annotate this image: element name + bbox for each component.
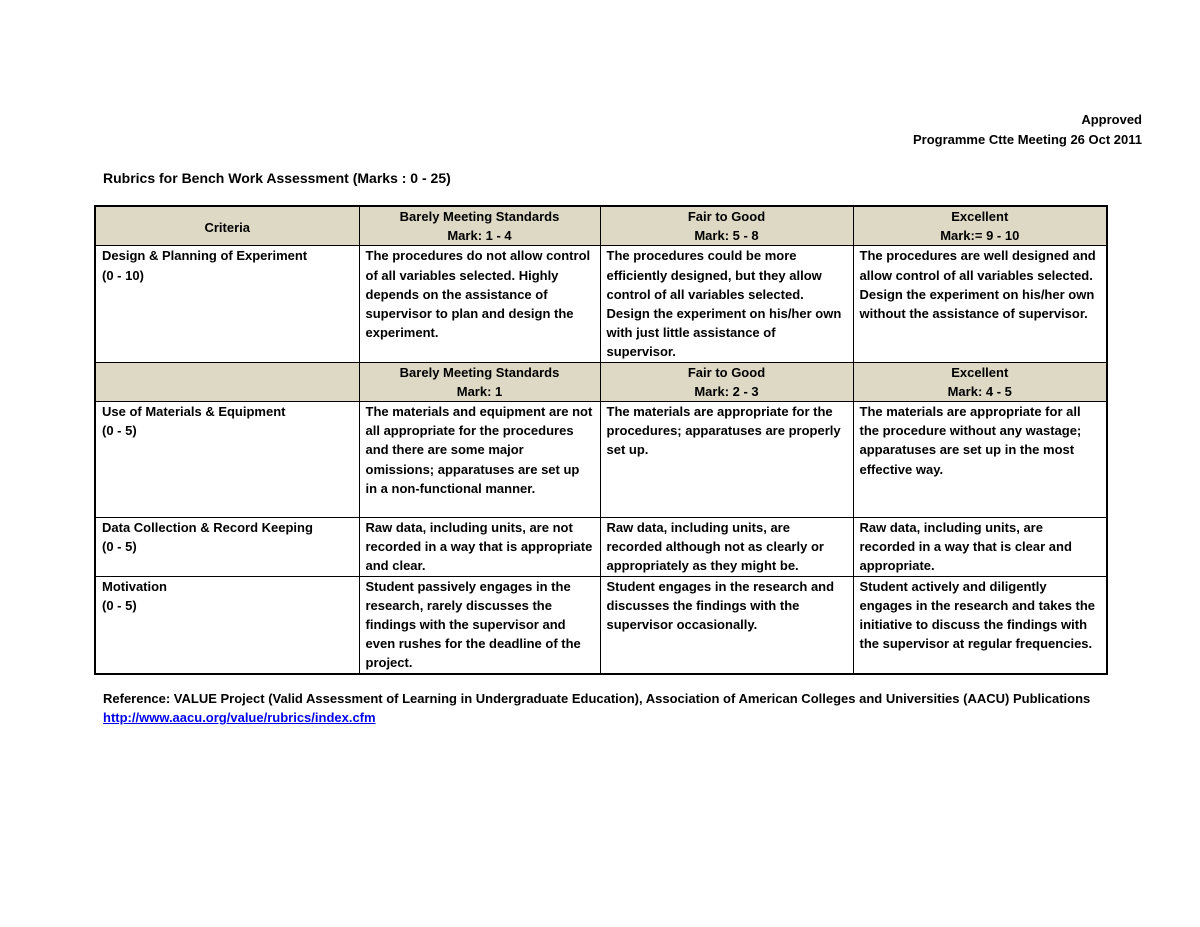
criterion-name: Use of Materials & Equipment <box>102 404 286 420</box>
meeting-label: Programme Ctte Meeting 26 Oct 2011 <box>912 131 1142 147</box>
level-name: Excellent <box>951 364 1009 380</box>
level-header-barely <box>359 206 600 246</box>
level-mark: Mark:= 9 - 10 <box>940 228 1020 244</box>
criteria-header: Criteria <box>95 206 359 246</box>
page-title: Rubrics for Bench Work Assessment (Marks : 0 - 25) <box>103 170 451 186</box>
descriptor-cell: Student actively and diligently engages in the research and takes the initiative to discuss the findings with the supervisor at regular frequencies. <box>853 576 1107 674</box>
table-row <box>95 246 1107 362</box>
criterion-range: (0 - 5) <box>102 597 137 613</box>
level-mark: Mark: 5 - 8 <box>694 228 759 244</box>
level-mark: Mark: 2 - 3 <box>694 383 759 399</box>
level-header-barely <box>359 362 600 401</box>
level-name: Barely Meeting Standards <box>399 209 560 224</box>
criterion-name: Design & Planning of Experiment <box>102 248 308 264</box>
criterion-cell <box>95 576 359 674</box>
descriptor-cell: The procedures do not allow control of all variables selected. Highly depends on the assistance of supervisor to plan and design the experiment. <box>359 246 600 362</box>
reference-text: Reference: VALUE Project (Valid Assessment of Learning in Undergraduate Education), Association of American Colleges and Universities (AACU) Publications <box>103 691 1091 706</box>
descriptor-cell: The materials are appropriate for the procedures; apparatuses are properly set up. <box>600 402 853 518</box>
reference-block <box>103 689 1090 727</box>
level-header-fair <box>600 362 853 401</box>
approval-block <box>913 110 1142 149</box>
criterion-cell <box>95 402 359 518</box>
criterion-cell <box>95 246 359 362</box>
level-name: Excellent <box>951 209 1009 224</box>
level-header-excellent <box>853 362 1107 401</box>
criterion-range: (0 - 10) <box>102 267 144 283</box>
table-row <box>95 576 1107 674</box>
descriptor-cell: Student engages in the research and discusses the findings with the supervisor occasionally. <box>600 576 853 674</box>
criteria-header <box>95 362 359 401</box>
level-header-fair <box>600 206 853 246</box>
table-row <box>95 402 1107 518</box>
level-name: Barely Meeting Standards <box>399 364 560 380</box>
table-row <box>95 518 1107 577</box>
level-name: Fair to Good <box>687 209 766 224</box>
approved-label: Approved <box>1081 112 1142 127</box>
criterion-range: (0 - 5) <box>102 423 137 439</box>
level-header-excellent <box>853 206 1107 246</box>
descriptor-cell: The procedures could be more efficiently designed, but they allow control of all variables selected. Design the experiment on his/her own with just little assistance of supervisor. <box>600 246 853 362</box>
criterion-cell <box>95 518 359 577</box>
rubric-header-row <box>95 362 1107 401</box>
descriptor-cell: Raw data, including units, are recorded although not as clearly or appropriately as they might be. <box>600 518 853 577</box>
descriptor-cell: The procedures are well designed and allow control of all variables selected. Design the experiment on his/her own without the assistance of supervisor. <box>853 246 1107 362</box>
rubric-header-row <box>95 206 1107 246</box>
criterion-name: Data Collection & Record Keeping <box>102 520 313 536</box>
criterion-range: (0 - 5) <box>102 539 137 555</box>
descriptor-cell: Raw data, including units, are recorded in a way that is clear and appropriate. <box>853 518 1107 577</box>
descriptor-cell: The materials and equipment are not all appropriate for the procedures and there are some major omissions; apparatuses are set up in a non-functional manner. <box>359 402 600 518</box>
descriptor-cell: The materials are appropriate for all the procedure without any wastage; apparatuses are set up in the most effective way. <box>853 402 1107 518</box>
level-mark: Mark: 1 <box>456 383 503 399</box>
reference-link[interactable]: http://www.aacu.org/value/rubrics/index.cfm <box>103 710 376 725</box>
level-mark: Mark: 1 - 4 <box>447 228 512 244</box>
descriptor-cell: Raw data, including units, are not recorded in a way that is appropriate and clear. <box>359 518 600 577</box>
descriptor-cell: Student passively engages in the research, rarely discusses the findings with the supervisor and even rushes for the deadline of the project. <box>359 576 600 674</box>
rubric-table <box>94 205 1108 675</box>
level-name: Fair to Good <box>687 364 766 380</box>
level-mark: Mark: 4 - 5 <box>947 383 1012 399</box>
criterion-name: Motivation <box>102 578 167 594</box>
